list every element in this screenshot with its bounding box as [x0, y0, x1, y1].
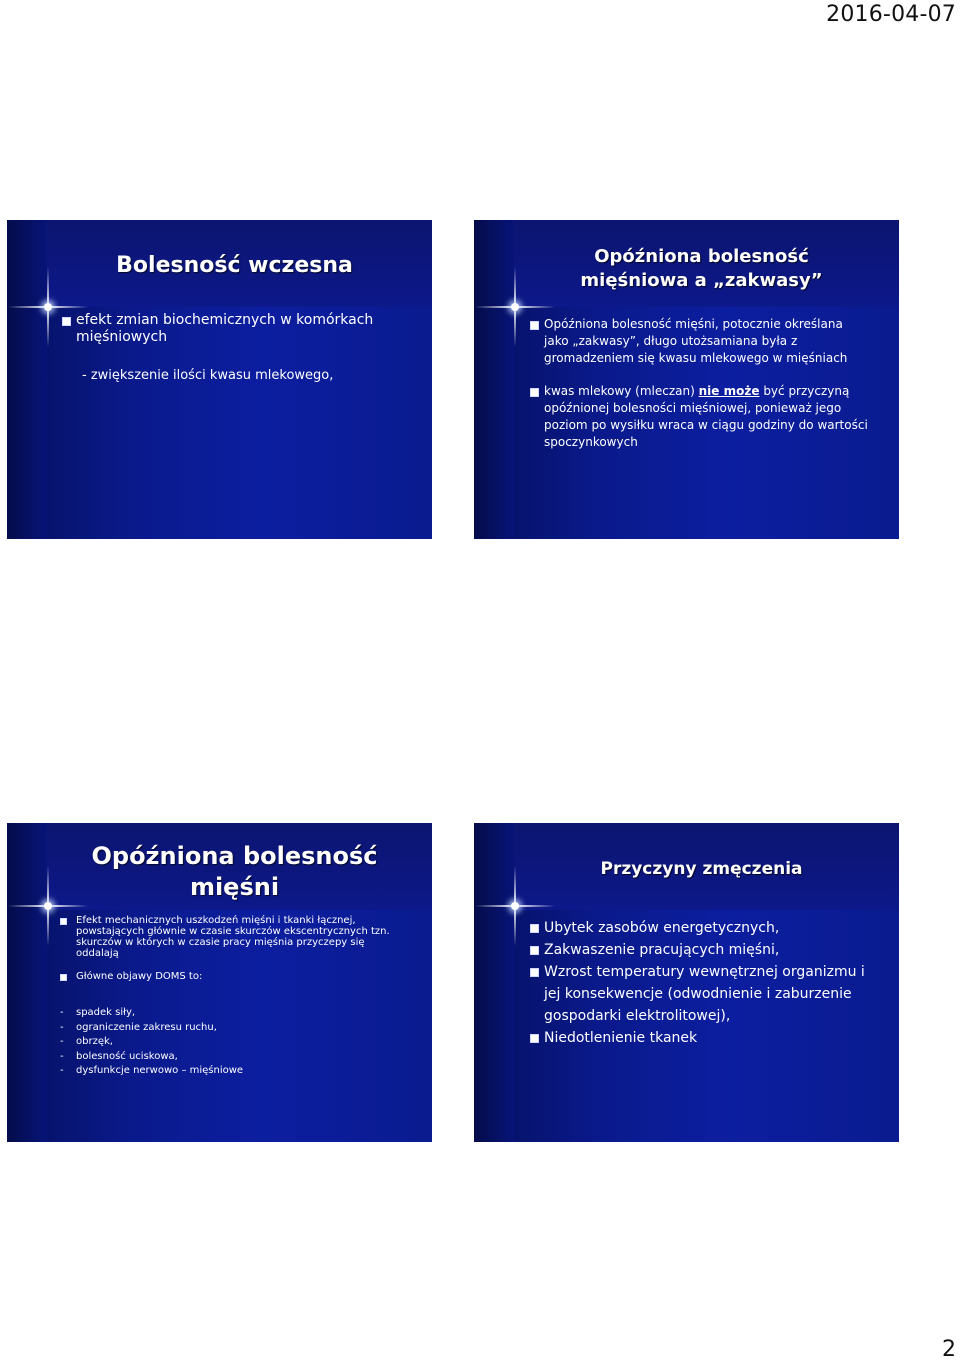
- slide-title-line: mięśni: [189, 873, 280, 901]
- bullet-list: [530, 316, 870, 467]
- square-bullet-icon: [530, 946, 539, 955]
- list-item: [530, 316, 870, 367]
- list-item: [60, 1006, 400, 1021]
- list-item-text: efekt zmian biochemicznych w komórkach mięśniowych: [76, 312, 374, 345]
- slide-title-line: Opóźniona bolesność: [594, 246, 809, 267]
- list-item-text: ograniczenie zakresu ruchu,: [76, 1021, 217, 1033]
- list-item-text: Ubytek zasobów energetycznych,: [544, 920, 780, 936]
- list-item: [530, 961, 880, 1027]
- list-item: [530, 383, 870, 451]
- slide-title-line: mięśniowa a „zakwasy”: [580, 270, 823, 291]
- list-item: [60, 1035, 400, 1050]
- page-date: 2016-04-07: [826, 2, 956, 27]
- slide-title: Przyczyny zmęczenia: [600, 859, 803, 879]
- dash-bullet-icon: -: [60, 1065, 64, 1076]
- list-item: [60, 915, 395, 959]
- square-bullet-icon: [530, 388, 539, 397]
- dash-bullet-icon: -: [60, 1050, 64, 1062]
- slide-4: [474, 823, 899, 1142]
- list-item: [530, 1027, 880, 1049]
- text-run: kwas mlekowy (mleczan): [544, 384, 695, 398]
- slide-title-line: Opóźniona bolesność: [91, 842, 378, 870]
- bullet-list: [62, 312, 412, 346]
- page-number: 2: [942, 1337, 956, 1362]
- list-item: [530, 939, 880, 961]
- list-item: [530, 917, 880, 939]
- square-bullet-icon: [530, 968, 539, 977]
- list-item-text: Efekt mechanicznych uszkodzeń mięśni i tkanki łącznej, powstających głównie w czasie skurczów ekscentrycznych tzn. skurczów w których w czasie pracy mięśnia przyczepy się oddalają: [76, 915, 390, 959]
- square-bullet-icon: [530, 924, 539, 933]
- list-item-text: Opóźniona bolesność mięśni, potocznie określana jako „zakwasy”, długo utożsamiana była z gromadzeniem się kwasu mlekowego w mięśniach: [544, 317, 848, 365]
- list-item: [60, 1064, 400, 1079]
- square-bullet-icon: [530, 1034, 539, 1043]
- list-item-text: Wzrost temperatury wewnętrznej organizmu i jej konsekwencje (odwodnienie i zaburzenie gospodarki elektrolitowej),: [544, 964, 865, 1024]
- slide-3: [7, 823, 432, 1142]
- slide-title: [47, 841, 422, 903]
- square-bullet-icon: [60, 918, 67, 925]
- slide-title: [514, 245, 889, 293]
- slide-title: Bolesność wczesna: [116, 253, 353, 278]
- list-item-text: bolesność uciskowa,: [76, 1050, 178, 1062]
- sub-item: - zwiększenie ilości kwasu mlekowego,: [82, 368, 334, 383]
- emphasis-text: nie może: [698, 384, 760, 398]
- list-item-text: obrzęk,: [76, 1036, 113, 1047]
- dash-bullet-icon: -: [60, 1007, 64, 1018]
- list-item-text: spadek siły,: [76, 1007, 136, 1018]
- list-item-text: Zakwaszenie pracujących mięśni,: [544, 942, 780, 958]
- list-item-text: Główne objawy DOMS to:: [76, 971, 203, 982]
- dash-bullet-icon: -: [60, 1036, 64, 1047]
- dash-bullet-icon: -: [60, 1021, 64, 1033]
- list-item-text: Niedotlenienie tkanek: [544, 1030, 698, 1046]
- list-item-text: dysfunkcje nerwowo – mięśniowe: [76, 1065, 244, 1076]
- bullet-list: [530, 917, 880, 1049]
- dash-list: [60, 1006, 400, 1079]
- square-bullet-icon: [530, 321, 539, 330]
- list-item: [60, 1050, 400, 1065]
- list-item: [60, 1021, 400, 1036]
- bullet-list: [60, 915, 395, 994]
- list-item: [62, 312, 412, 346]
- text-run: być przyczyną opóźnionej bolesności mięśniowej, ponieważ jego poziom po wysiłku wraca w ciągu godziny do wartości spoczynkowych: [544, 384, 868, 449]
- list-item-text: [544, 383, 870, 451]
- square-bullet-icon: [60, 974, 67, 981]
- list-item: [60, 971, 395, 982]
- square-bullet-icon: [62, 317, 71, 326]
- slide-2: [474, 220, 899, 539]
- slide-1: [7, 220, 432, 539]
